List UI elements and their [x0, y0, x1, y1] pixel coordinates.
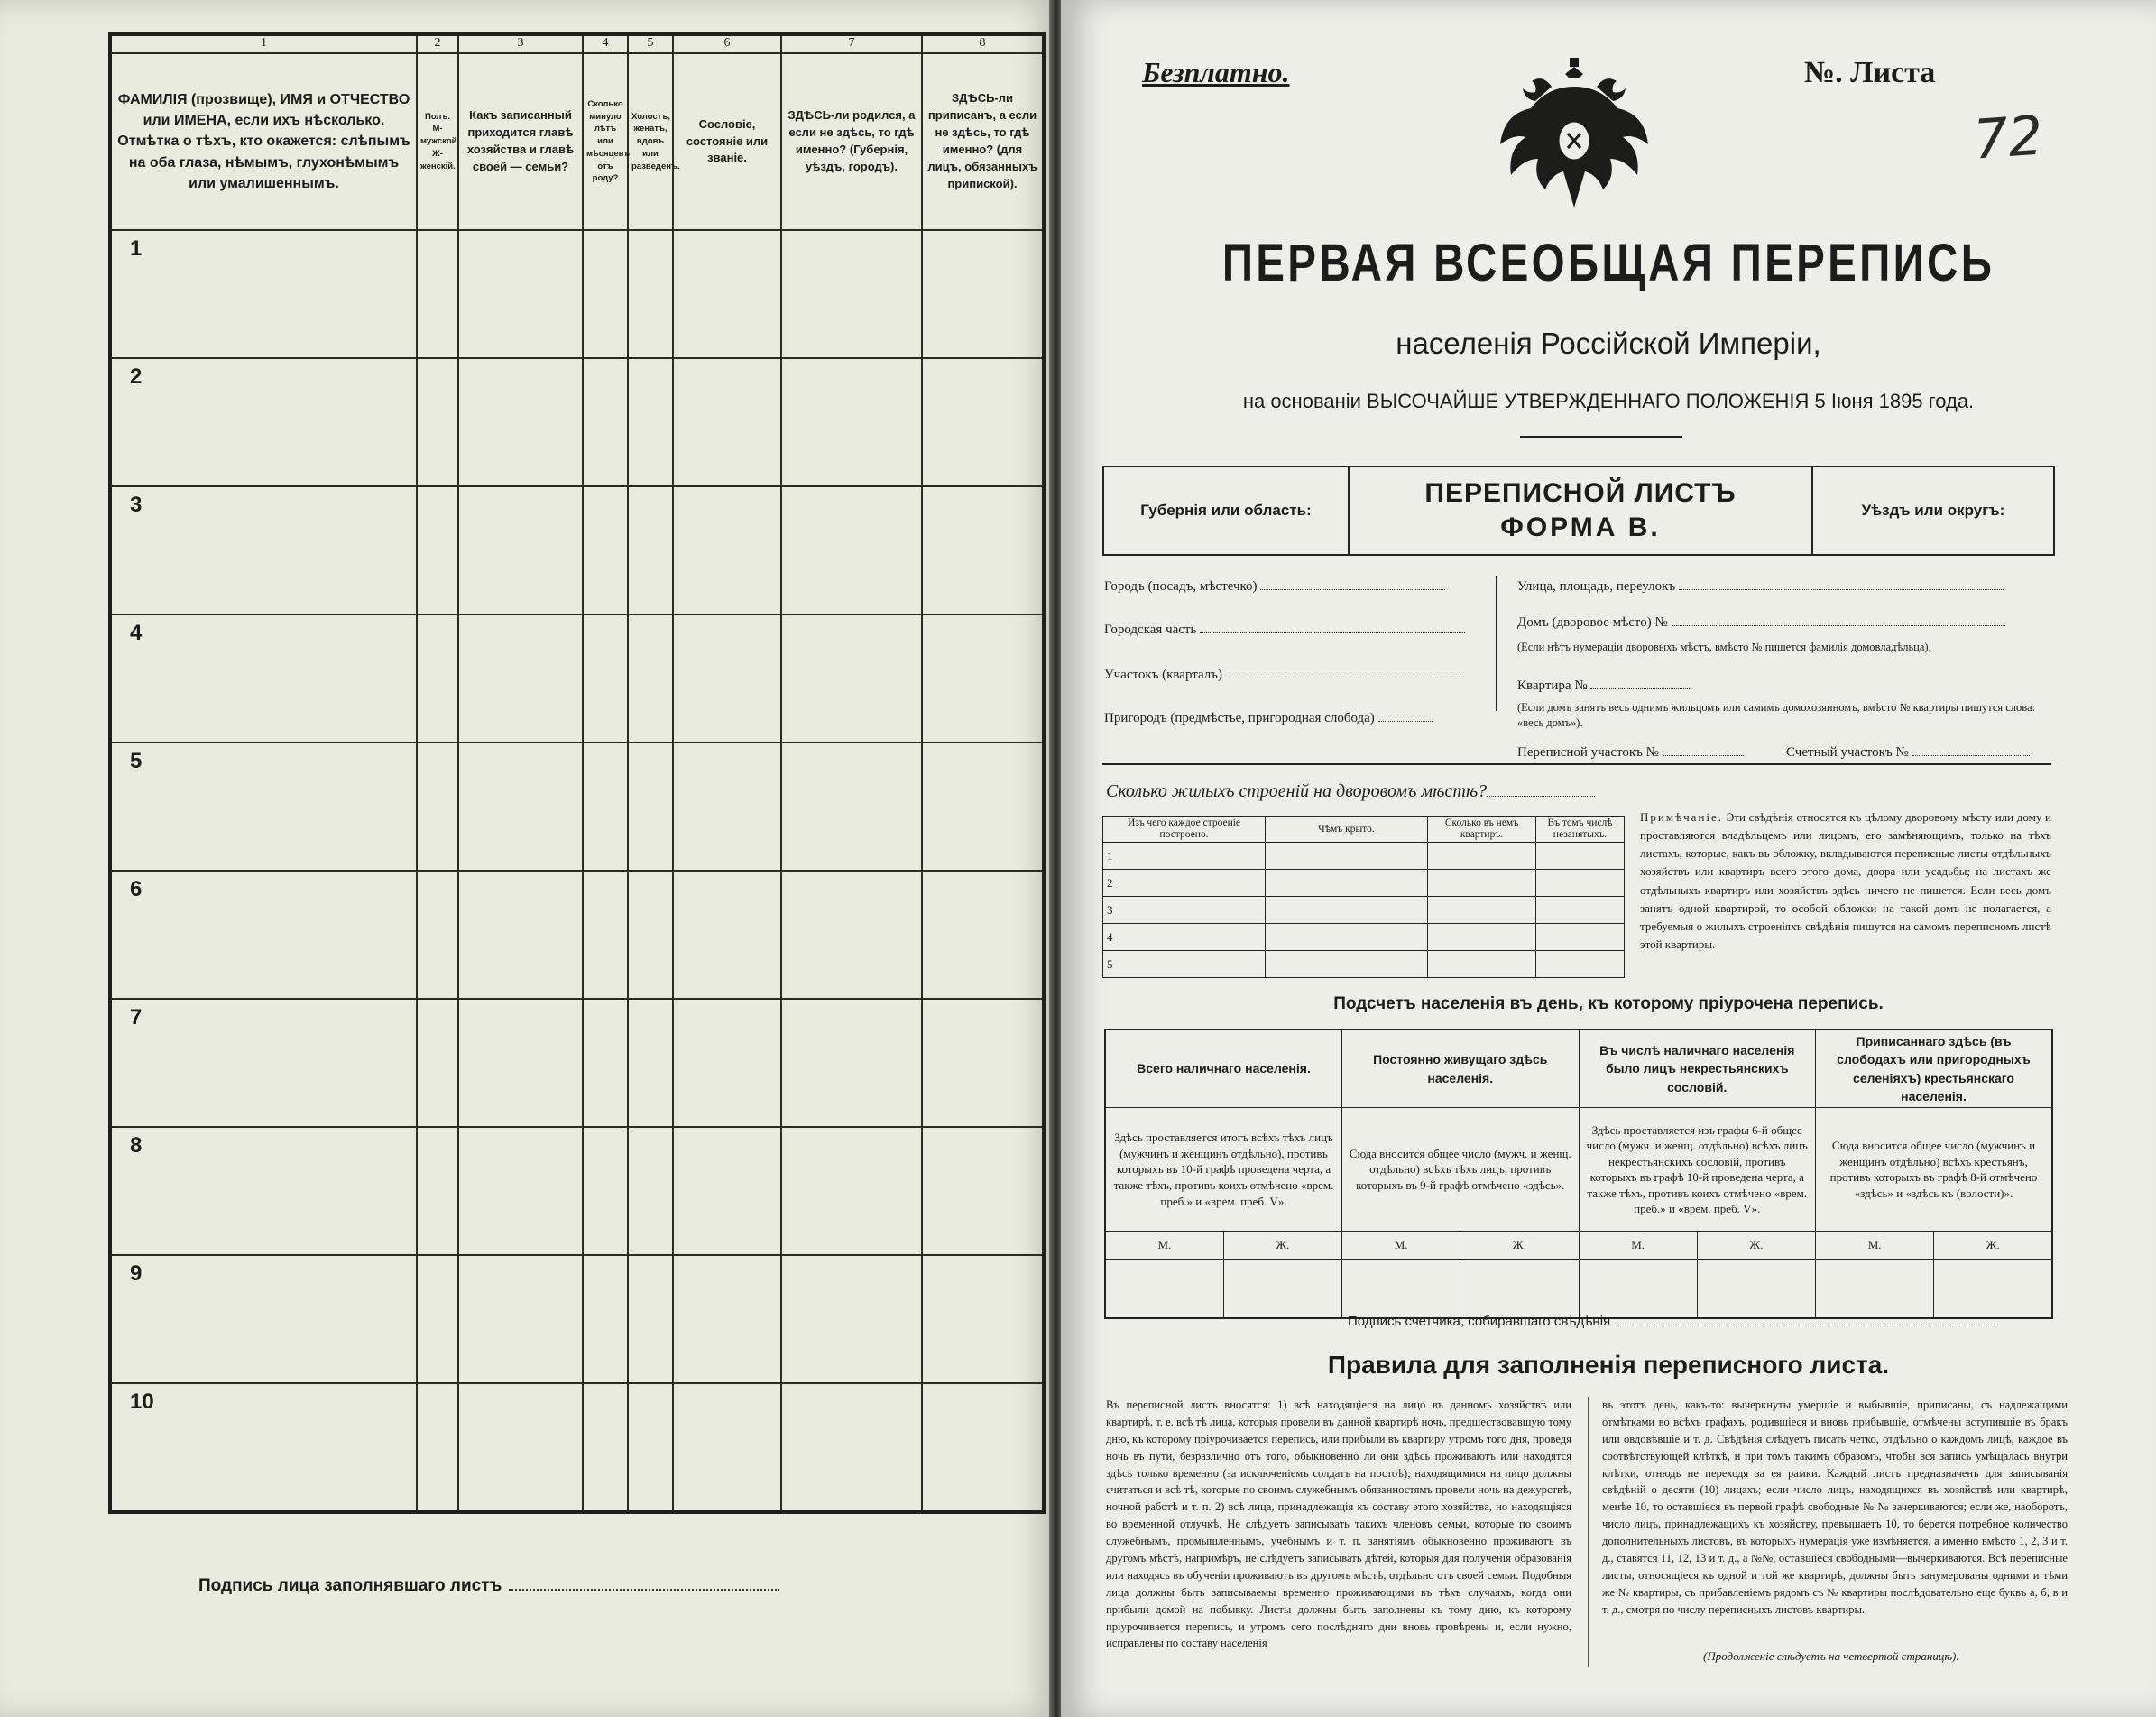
entry-cell[interactable] [628, 1255, 673, 1383]
column-header-row [110, 53, 1044, 230]
apartment-label: Квартира № [1517, 678, 1588, 693]
entry-cell[interactable] [458, 230, 583, 358]
precinct-field[interactable] [1104, 668, 1462, 683]
row-number: 1 [110, 230, 417, 358]
table-row [110, 1127, 1044, 1255]
entry-cell[interactable] [1266, 897, 1428, 924]
table-row [110, 486, 1044, 614]
column-number: 3 [458, 34, 583, 53]
entry-cell[interactable] [1428, 924, 1536, 951]
dotted-line [1260, 589, 1445, 590]
row-number: 6 [110, 871, 417, 999]
dotted-line [1663, 755, 1744, 756]
table-row [1103, 843, 1625, 870]
entry-cell[interactable] [628, 743, 673, 871]
entry-cell[interactable] [781, 1383, 922, 1512]
city-district-field[interactable] [1104, 623, 1465, 638]
street-field[interactable] [1517, 579, 2004, 595]
buildings-col-apartments: Сколько въ немъ квартиръ. [1428, 817, 1536, 843]
table-header-row [1105, 1029, 2052, 1108]
entry-cell[interactable] [628, 358, 673, 486]
city-field[interactable] [1104, 579, 1445, 595]
buildings-col-vacant: Въ томъ числѣ незанятыхъ. [1536, 817, 1625, 843]
entry-cell[interactable] [417, 230, 458, 358]
female-label: Ж. [1934, 1232, 2052, 1260]
note-body: Эти свѣдѣнія относятся къ цѣлому дворовому мѣсту или дому и проставляются владѣльцемъ или лицомъ, его замѣняющимъ, только на тѣхъ листахъ, которые, какъ въ обложку, вкладываются переписные листы отдѣльныхъ хозяйствъ или квартиръ всего этого дома, двора или усадьбы; на листахъ же отдѣльныхъ квартиръ или хозяйствъ здѣсь ничего не пишется. Если весь домъ занятъ одной квартирой, то особой обложки на такой домъ не полагается, а требуемыя о жилыхъ строеніяхъ свѣдѣнія пишутся на самомъ переписномъ листѣ этой квартиры. [1640, 810, 2051, 951]
entry-cell[interactable] [1536, 951, 1625, 978]
entry-cell[interactable] [781, 743, 922, 871]
row-number: 4 [110, 614, 417, 743]
house-note: (Если нѣтъ нумераціи дворовыхъ мѣстъ, вмѣсто № пишется фамилія домовладѣльца). [1517, 641, 1931, 653]
row-number: 5 [110, 743, 417, 871]
divider [1520, 436, 1682, 438]
house-field[interactable] [1517, 615, 2005, 631]
entry-cell[interactable] [458, 1127, 583, 1255]
column-number: 6 [673, 34, 781, 53]
form-id [1350, 467, 1813, 554]
entry-cell[interactable] [781, 999, 922, 1127]
header-marital: Холостъ, женатъ, вдовъ или разведенъ. [628, 53, 673, 230]
count-desc-present: Здѣсь проставляется итогъ всѣхъ тѣхъ лицъ (мужчинъ и женщинъ отдѣльно), противъ которыхъ въ 10-й графѣ проведена черта, а также тѣхъ, противъ коихъ отмѣчено «врем. преб.» и «врем. преб. V». [1105, 1108, 1342, 1232]
entry-cell[interactable] [673, 1127, 781, 1255]
header-registration: ЗДѢСЬ-ли приписанъ, а если не здѣсь, то гдѣ именно? (для лицъ, обязанныхъ припиской). [922, 53, 1044, 230]
header-name: ФАМИЛІЯ (прозвище), ИМЯ и ОТЧЕСТВО или ИМЕНА, если ихъ нѣсколько. Отмѣтка о тѣхъ, кто окажется: слѣпымъ на оба глаза, нѣмымъ, глухонѣмымъ или умалишеннымъ. [110, 53, 417, 230]
dotted-line [1672, 625, 2005, 626]
divider [1588, 1397, 1589, 1667]
buildings-row-number: 1 [1103, 843, 1266, 870]
entry-cell[interactable] [673, 230, 781, 358]
entry-cell[interactable] [922, 999, 1044, 1127]
note-paragraph [1640, 808, 2051, 954]
rules-text-left: Въ переписной листъ вносятся: 1) всѣ находящіеся на лицо въ данномъ хозяйствѣ или квартирѣ, т. е. всѣ тѣ лица, которыя провели въ данной квартирѣ ночь, предшествовавшую тому дню, къ которому пріурочивается перепись, или прибыли въ квартиру утромъ того дня, проведя ночь въ пути, безразлично отъ того, обыкновенно ли они здѣсь проживаютъ или находятся здѣсь только временно (за исключеніемъ солдатъ на постоѣ); находящимися на лицо должны считаться и всѣ тѣ, которые по своимъ служебнымъ обязанностямъ провели ночь на дежурствѣ, ночной работѣ и т. п. 2) всѣ лица, принадлежащія къ составу этого хозяйства, но находящіяся во временной отлучкѣ. Не слѣдуетъ записывать такихъ членовъ семьи, которые по своимъ служебнымъ, промышленнымъ, учебнымъ и т. п. занятіямъ обыкновенно проживаютъ въ другомъ мѣстѣ, напримѣръ, не слѣдуетъ записывать дѣтей, которыя для полученія образованія или находясь въ обученіи проживаютъ въ другомъ мѣстѣ, отдѣльно отъ своей семьи. Подобныя лица должны быть записываемы временно проживающими въ тѣхъ случаяхъ, когда они прибыли домой на побывку. Листы должны быть заполнены къ тому дню, къ которому пріурочивается перепись, и утромъ сего послѣдняго дни вновь провѣрены и, если нужно, исправлены по составу населенія [1106, 1399, 1571, 1650]
census-section-label: Переписной участокъ № [1517, 745, 1659, 760]
entry-cell[interactable] [1428, 843, 1536, 870]
rules-title: Правила для заполненія переписного листа. [1327, 1351, 1890, 1379]
male-label: М. [1579, 1232, 1697, 1260]
entry-cell[interactable] [781, 1127, 922, 1255]
dotted-line [1378, 721, 1433, 722]
gubernia-field[interactable] [1104, 467, 1350, 554]
buildings-row-number: 3 [1103, 897, 1266, 924]
header-birthplace: ЗДѢСЬ-ли родился, а если не здѣсь, то гдѣ именно? (Губернія, уѣздъ, городъ). [781, 53, 922, 230]
column-number-row [110, 34, 1044, 53]
entry-cell[interactable] [673, 486, 781, 614]
count-section-field[interactable] [1786, 745, 2030, 761]
entry-cell[interactable] [1223, 1260, 1341, 1319]
entry-cell[interactable] [417, 1383, 458, 1512]
uezd-label: Уѣздъ или округъ: [1861, 502, 2005, 519]
page-subtitle: населенія Россійской Имперіи, [1396, 327, 1821, 360]
entry-cell[interactable] [628, 230, 673, 358]
entry-cell[interactable] [781, 1255, 922, 1383]
divider [1496, 576, 1497, 711]
entry-cell[interactable] [417, 743, 458, 871]
entry-cell[interactable] [458, 1255, 583, 1383]
house-label: Домъ (дворовое мѣсто) № [1517, 615, 1668, 630]
dwellings-question[interactable] [1106, 781, 1595, 802]
table-row [110, 358, 1044, 486]
entry-cell[interactable] [673, 871, 781, 999]
signature-dotted-line [509, 1589, 779, 1591]
entry-cell[interactable] [417, 1127, 458, 1255]
table-row [110, 743, 1044, 871]
count-header-present: Всего наличнаго населенія. [1105, 1029, 1342, 1108]
collector-signature-label: Подпись счетчика, собиравшаго свѣдѣнія [1348, 1314, 1611, 1329]
entry-cell[interactable] [583, 871, 628, 999]
entry-cell[interactable] [417, 358, 458, 486]
entry-cell[interactable] [1105, 1260, 1223, 1319]
entry-cell[interactable] [1579, 1260, 1697, 1319]
entry-cell[interactable] [922, 358, 1044, 486]
rules-continued-note: (Продолженіе слѣдуетъ на четвертой страницѣ). [1703, 1649, 1959, 1663]
suburb-field[interactable] [1104, 711, 1433, 726]
dotted-line [1912, 755, 2030, 756]
entry-cell[interactable] [1816, 1260, 1934, 1319]
column-number: 1 [110, 34, 417, 53]
table-row [110, 614, 1044, 743]
entry-cell[interactable] [1266, 870, 1428, 897]
sheet-number-label: №. Листа [1804, 56, 1936, 89]
entry-cell[interactable] [1697, 1260, 1815, 1319]
dotted-line [1200, 632, 1465, 633]
column-number: 8 [922, 34, 1044, 53]
entry-cell[interactable] [583, 358, 628, 486]
collector-signature-line[interactable] [1348, 1314, 1993, 1329]
free-label: Безплатно. [1142, 56, 1290, 88]
entry-cell[interactable] [458, 743, 583, 871]
divider [1102, 763, 2051, 765]
table-row [1103, 924, 1625, 951]
count-desc-permanent: Сюда вносится общее число (мужч. и женщ. отдѣльно) всѣхъ тѣхъ лицъ, противъ которыхъ въ 9-й графѣ отмѣчено «здѣсь». [1342, 1108, 1580, 1232]
buildings-col-material: Изъ чего каждое строеніе построено. [1103, 817, 1266, 843]
table-row [1105, 1260, 2052, 1319]
row-number: 3 [110, 486, 417, 614]
entry-cell[interactable] [1428, 870, 1536, 897]
row-number: 7 [110, 999, 417, 1127]
row-number: 8 [110, 1127, 417, 1255]
buildings-row-number: 5 [1103, 951, 1266, 978]
column-number: 2 [417, 34, 458, 53]
table-row [110, 1255, 1044, 1383]
table-header-row [1103, 817, 1625, 843]
table-row [1105, 1108, 2052, 1232]
entry-cell[interactable] [673, 358, 781, 486]
entry-cell[interactable] [673, 614, 781, 743]
entry-cell[interactable] [583, 486, 628, 614]
male-label: М. [1105, 1232, 1223, 1260]
entry-cell[interactable] [781, 871, 922, 999]
city-district-label: Городская часть [1104, 623, 1197, 637]
entry-cell[interactable] [583, 743, 628, 871]
form-type-label: ФОРМА В. [1500, 512, 1661, 542]
form-header-box [1102, 466, 2055, 556]
entry-cell[interactable] [1536, 870, 1625, 897]
entry-cell[interactable] [628, 1127, 673, 1255]
form-sheet-label: ПЕРЕПИСНОЙ ЛИСТЪ [1424, 478, 1737, 508]
header-estate: Сословіе, состояніе или званіе. [673, 53, 781, 230]
table-row [1105, 1232, 2052, 1260]
entry-cell[interactable] [673, 999, 781, 1127]
column-number: 7 [781, 34, 922, 53]
note-lead: Примѣчаніе. [1640, 810, 1724, 824]
entry-cell[interactable] [781, 358, 922, 486]
entry-cell[interactable] [1266, 951, 1428, 978]
entry-cell[interactable] [922, 871, 1044, 999]
entry-cell[interactable] [417, 614, 458, 743]
entry-cell[interactable] [1342, 1260, 1460, 1319]
dotted-line [1487, 796, 1595, 797]
census-section-field[interactable] [1517, 745, 1744, 761]
entry-cell[interactable] [458, 871, 583, 999]
entry-cell[interactable] [922, 230, 1044, 358]
count-desc-nonpeasant: Здѣсь проставляется изъ графы 6-й общее число (мужч. и женщ. отдѣльно) всѣхъ лицъ некрестьянскихъ сословій, противъ которыхъ въ графѣ 10-й проведена черта, а также тѣхъ, противъ коихъ отмѣчено «врем. преб.» и «врем. преб. V». [1579, 1108, 1816, 1232]
buildings-col-roof: Чѣмъ крыто. [1266, 817, 1428, 843]
female-label: Ж. [1460, 1232, 1579, 1260]
count-header-permanent: Постоянно живущаго здѣсь населенія. [1342, 1029, 1580, 1108]
entry-cell[interactable] [417, 1255, 458, 1383]
sheet-number-handwritten: 72 [1971, 104, 2045, 172]
entry-cell[interactable] [458, 358, 583, 486]
count-header-peasant: Приписаннаго здѣсь (въ слободахъ или пригородныхъ селеніяхъ) крестьянскаго населенія. [1816, 1029, 2053, 1108]
precinct-label: Участокъ (кварталъ) [1104, 668, 1223, 682]
entry-cell[interactable] [922, 743, 1044, 871]
double-headed-eagle-icon [1497, 51, 1651, 222]
entry-cell[interactable] [1266, 843, 1428, 870]
suburb-label: Пригородъ (предмѣстье, пригородная слобода) [1104, 711, 1375, 725]
count-header-nonpeasant: Въ числѣ наличнаго населенія было лицъ некрестьянскихъ сословій. [1579, 1029, 1816, 1108]
count-title: Подсчетъ населенія въ день, къ которому пріурочена перепись. [1333, 994, 1884, 1013]
column-number: 4 [583, 34, 628, 53]
row-number: 2 [110, 358, 417, 486]
entry-cell[interactable] [458, 999, 583, 1127]
street-label: Улица, площадь, переулокъ [1517, 579, 1676, 594]
entry-cell[interactable] [458, 614, 583, 743]
left-page [0, 0, 1055, 1717]
entry-cell[interactable] [1934, 1260, 2052, 1319]
entry-cell[interactable] [1536, 897, 1625, 924]
entry-cell[interactable] [458, 1383, 583, 1512]
buildings-row-number: 2 [1103, 870, 1266, 897]
entry-cell[interactable] [922, 486, 1044, 614]
dwellings-question-label: Сколько жилыхъ строеній на дворовомъ мѣстѣ? [1106, 781, 1488, 801]
male-label: М. [1816, 1232, 1934, 1260]
column-number: 5 [628, 34, 673, 53]
entry-cell[interactable] [417, 486, 458, 614]
census-table [108, 32, 1046, 1514]
table-row [1103, 870, 1625, 897]
entry-cell[interactable] [583, 614, 628, 743]
count-desc-peasant: Сюда вносится общее число (мужчинъ и женщинъ отдѣльно) всѣхъ крестьянъ, противъ которыхъ въ графѣ 8-й отмѣчено «здѣсь» и «здѣсь къ (волости)». [1816, 1108, 2053, 1232]
entry-cell[interactable] [583, 230, 628, 358]
row-number: 10 [110, 1383, 417, 1512]
table-row [1103, 951, 1625, 978]
entry-cell[interactable] [1536, 843, 1625, 870]
entry-cell[interactable] [583, 1127, 628, 1255]
entry-cell[interactable] [583, 999, 628, 1127]
entry-cell[interactable] [673, 1383, 781, 1512]
buildings-row-number: 4 [1103, 924, 1266, 951]
count-section-label: Счетный участокъ № [1786, 745, 1909, 760]
entry-cell[interactable] [781, 614, 922, 743]
rules-text-right: въ этотъ день, какъ-то: вычеркнуты умершіе и выбывшіе, приписаны, съ надлежащими отмѣтками во всѣхъ графахъ, родившіеся и вновь прибывшіе, отмѣчены вступившіе въ бракъ или овдовѣвшіе и т. д. Свѣдѣнія слѣдуетъ писать четко, отдѣльно о каждомъ лицѣ, каждое въ соотвѣтствующей клѣткѣ, и при томъ такимъ образомъ, чтобы вся запись умѣщалась внутри клѣтки, отнюдь не переходя за ея рамки. Каждый листъ предназначенъ для записыванія свѣдѣній о десяти (10) лицахъ; если число лицъ, находящихся въ хозяйствѣ или квартирѣ, менѣе 10, то оставшіеся въ первой графѣ свободные № № зачеркиваются; если же, наоборотъ, число лицъ, принадлежащихъ къ хозяйству, превышаетъ 10, то берется потребное количество дополнительныхъ листовъ, въ которыхъ нумерація уже измѣняется, а именно вмѣсто 1, 2, 3 и т. д., ставятся 11, 12, 13 и т. д., а №№, оставшіеся свободными—вычеркиваются. Всѣ переписные листы, относящіеся къ одной и той же квартирѣ, должны быть занумерованы одними и тѣми же № квартиры, съ прибавленіемъ рядомъ съ № квартиры послѣдовательно еще буквъ а, б, в и т. д., смотря по числу переписныхъ листовъ квартиры. [1602, 1399, 2068, 1616]
table-row [110, 230, 1044, 358]
entry-cell[interactable] [628, 871, 673, 999]
buildings-table [1102, 816, 1625, 978]
filler-signature-label: Подпись лица заполнявшаго листъ [198, 1576, 502, 1595]
table-row [110, 871, 1044, 999]
decree-line: на основаніи ВЫСОЧАЙШЕ УТВЕРЖДЕННАГО ПОЛОЖЕНІЯ 5 Іюня 1895 года. [1242, 390, 1975, 412]
entry-cell[interactable] [628, 1383, 673, 1512]
entry-cell[interactable] [1460, 1260, 1579, 1319]
female-label: Ж. [1223, 1232, 1341, 1260]
entry-cell[interactable] [628, 999, 673, 1127]
uezd-field[interactable] [1813, 467, 2053, 554]
dotted-line [1679, 589, 2004, 590]
entry-cell[interactable] [583, 1255, 628, 1383]
entry-cell[interactable] [673, 1255, 781, 1383]
entry-cell[interactable] [628, 614, 673, 743]
entry-cell[interactable] [922, 1255, 1044, 1383]
entry-cell[interactable] [1428, 951, 1536, 978]
entry-cell[interactable] [417, 999, 458, 1127]
entry-cell[interactable] [1536, 924, 1625, 951]
entry-cell[interactable] [583, 1383, 628, 1512]
entry-cell[interactable] [417, 871, 458, 999]
entry-cell[interactable] [922, 1127, 1044, 1255]
entry-cell[interactable] [922, 614, 1044, 743]
table-row [110, 999, 1044, 1127]
apartment-field[interactable] [1517, 678, 1690, 694]
apartment-note: (Если домъ занятъ весь однимъ жильцомъ или самимъ домохозяиномъ, вмѣсто № квартиры пишутся слова: «весь домъ»). [1517, 701, 2036, 729]
entry-cell[interactable] [673, 743, 781, 871]
dotted-line [1590, 688, 1690, 689]
population-count-table [1104, 1029, 2053, 1319]
header-sex: Полъ. М-мужской. Ж-женскій. [417, 53, 458, 230]
table-row [110, 1383, 1044, 1512]
header-age: Сколько минуло лѣтъ или мѣсяцевъ отъ роду? [583, 53, 628, 230]
entry-cell[interactable] [458, 486, 583, 614]
entry-cell[interactable] [781, 230, 922, 358]
header-relation: Какъ записанный приходится главѣ хозяйства и главѣ своей — семьи? [458, 53, 583, 230]
row-number: 9 [110, 1255, 417, 1383]
male-label: М. [1342, 1232, 1460, 1260]
gubernia-label: Губернія или область: [1140, 502, 1312, 519]
city-label: Городъ (посадъ, мѣстечко) [1104, 579, 1258, 594]
table-row [1103, 897, 1625, 924]
entry-cell[interactable] [1266, 924, 1428, 951]
filler-signature-line[interactable] [198, 1576, 779, 1596]
female-label: Ж. [1697, 1232, 1815, 1260]
entry-cell[interactable] [922, 1383, 1044, 1512]
entry-cell[interactable] [781, 486, 922, 614]
page-title: ПЕРВАЯ ВСЕОБЩАЯ ПЕРЕПИСЬ [1221, 234, 1995, 292]
entry-cell[interactable] [628, 486, 673, 614]
entry-cell[interactable] [1428, 897, 1536, 924]
